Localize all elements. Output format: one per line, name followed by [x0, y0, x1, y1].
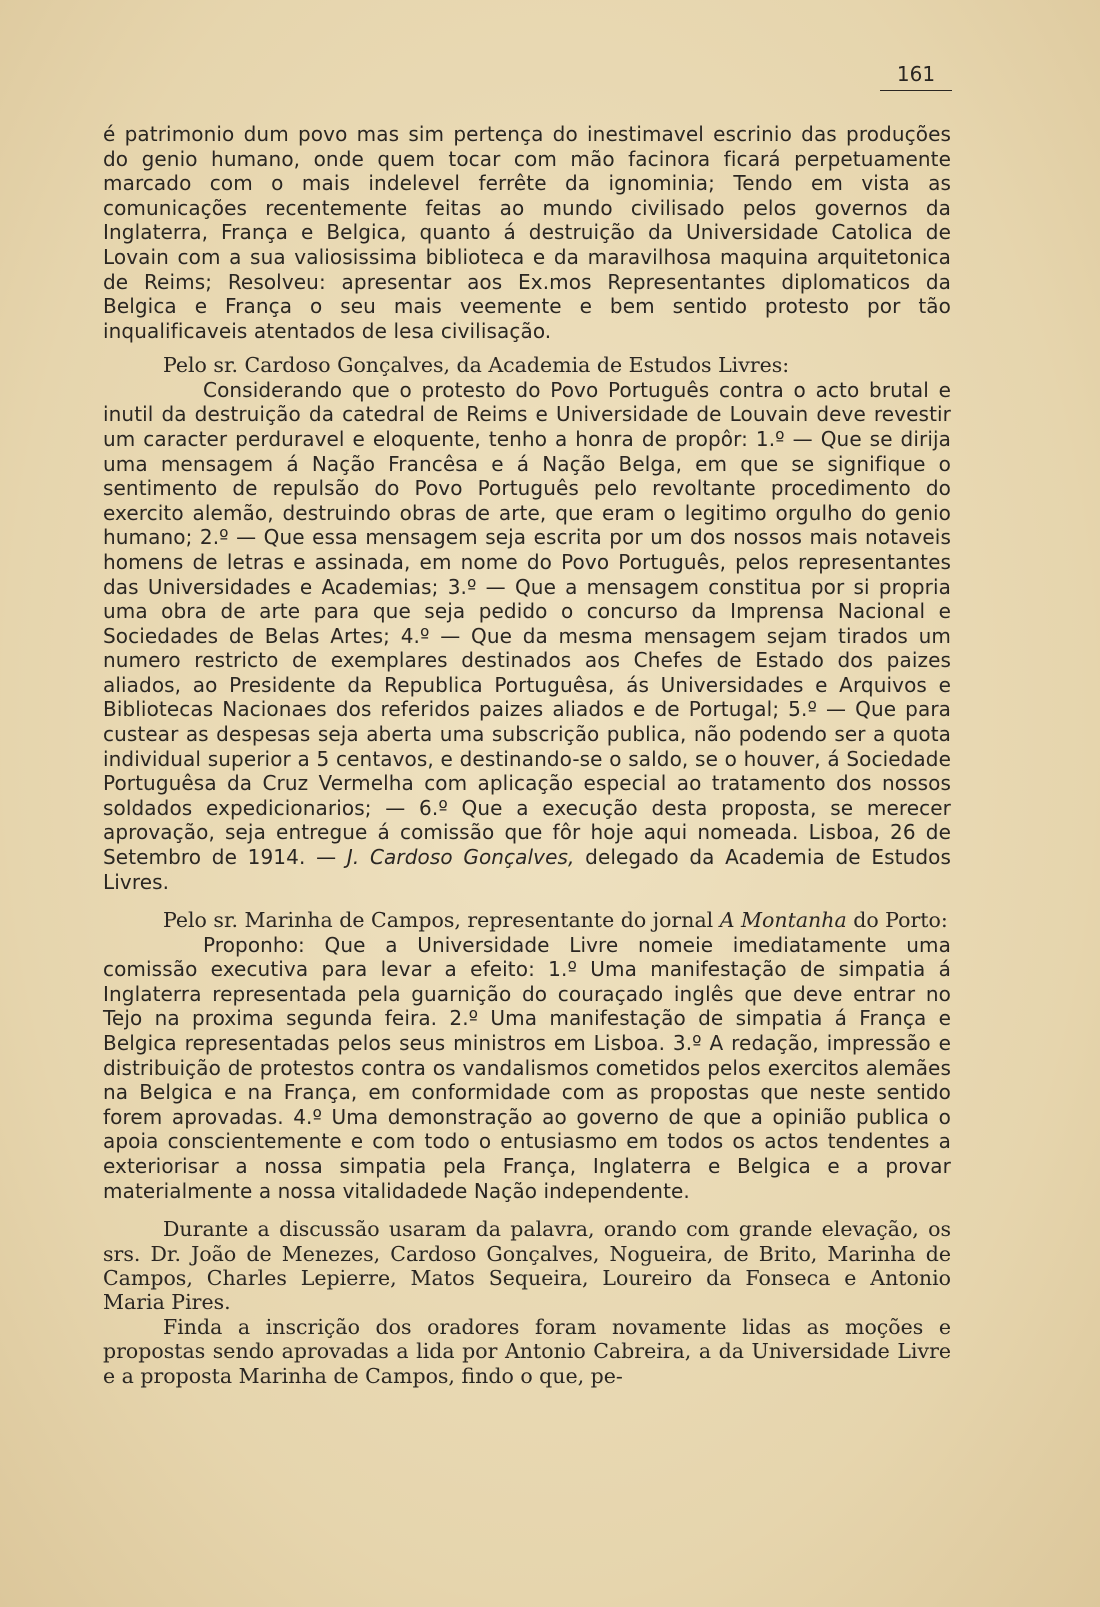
paragraph-protest-end: é patrimonio dum povo mas sim pertença do inestimavel escrinio das produções do genio humano, onde quem tocar com mão facinora ficará perpetuamente marcado com o mais indelevel ferrête da ignominia; Tendo em vista as comunicações recentemente feitas ao mundo civilisado pelos governos da Inglaterra, França e Belgica, quanto á destruição da Universidade Catolica de Lovain com a sua valiosissima biblioteca e da maravilhosa maquina arquitetonica de Reims; Resolveu: apresentar aos Ex.mos Representantes diplomaticos da Belgica e França o seu mais veemente e bem sentido protesto por tão inqualificaveis atentados de lesa civilisação. [103, 122, 951, 343]
cardoso-signature: J. Cardoso Gonçalves, [346, 845, 575, 870]
paragraph-cardoso-proposal [103, 378, 951, 894]
paragraph-marinha-proposal: Proponho: Que a Universidade Livre nomeie imediatamente uma comissão executiva para levar a efeito: 1.º Uma manifestação de simpatia á Inglaterra representada pela guarnição do couraçado inglês que deve entrar no Tejo na proxima segunda feira. 2.º Uma manifestação de simpatia á França e Belgica representadas pelos seus ministros em Lisboa. 3.º A redação, impressão e distribuição de protestos contra os vandalismos cometidos pelos exercitos alemães na Belgica e na França, em conformidade com as propostas que neste sentido forem aprovadas. 4.º Uma demonstração ao governo de que a opinião publica o apoia conscientemente e com todo o entusiasmo em todos os actos tendentes a exteriorisar a nossa simpatia pela França, Inglaterra e Belgica e a provar materialmente a nossa vitalidadede Nação independente. [103, 932, 951, 1203]
journal-name: A Montanha [719, 908, 847, 933]
speaker-heading-cardoso: Pelo sr. Cardoso Gonçalves, da Academia de Estudos Livres: [163, 353, 790, 378]
paragraph-discussion: Durante a discussão usaram da palavra, orando com grande elevação, os srs. Dr. João de Menezes, Cardoso Gonçalves, Nogueira, de Brito, Marinha de Campos, Charles Lepierre, Matos Sequeira, Loureiro da Fonseca e Antonio Maria Pires. [103, 1217, 951, 1315]
cardoso-proposal-text: Considerando que o protesto do Povo Português contra o acto brutal e inutil da destruição da catedral de Reims e Universidade de Louvain deve revestir um caracter perduravel e eloquente, tenho a honra de propôr: 1.º — Que se dirija uma mensagem á Nação Francêsa e á Nação Belga, em que se signifique o sentimento de repulsão do Povo Português pelo revoltante procedimento do exercito alemão, destruindo obras de arte, que eram o legitimo orgulho do genio humano; 2.º — Que essa mensagem seja escrita por um dos nossos mais notaveis homens de letras e assinada, em nome do Povo Português, pelos representantes das Universidades e Academias; 3.º — Que a mensagem constitua por si propria uma obra de arte para que seja pedido o concurso da Imprensa Nacional e Sociedades de Belas Artes; 4.º — Que da mesma mensagem sejam tirados um numero restricto de exemplares destinados aos Chefes de Estado dos paizes aliados, ao Presidente da Republica Portuguêsa, ás Universidades e Arquivos e Bibliotecas Nacionaes dos referidos paizes aliados e de Portugal; 5.º — Que para custear as despesas seja aberta uma subscrição publica, não podendo ser a quota individual superior a 5 centavos, e destinando-se o saldo, se o houver, á Sociedade Portuguêsa da Cruz Vermelha com aplicação especial ao tratamento dos nossos soldados expedicionarios; — 6.º Que a execução desta proposta, se merecer aprovação, seja entregue á comissão que fôr hoje aqui nomeada. Lisboa, 26 de Setembro de 1914. — [103, 377, 951, 870]
page-body [103, 122, 951, 1388]
page-number: 161 [880, 62, 952, 91]
marinha-heading-start: Pelo sr. Marinha de Campos, representante do jornal [163, 908, 720, 933]
cardoso-proposal-tail: delegado da Academia de Estudos Livres. [103, 845, 951, 894]
marinha-heading-end: do Porto: [846, 908, 948, 933]
paragraph-approval: Finda a inscrição dos oradores foram novamente lidas as moções e propostas sendo aprovadas a lida por Antonio Cabreira, a da Universidade Livre e a proposta Marinha de Campos, findo o que, pe- [103, 1314, 951, 1388]
speaker-heading-marinha [103, 908, 951, 932]
